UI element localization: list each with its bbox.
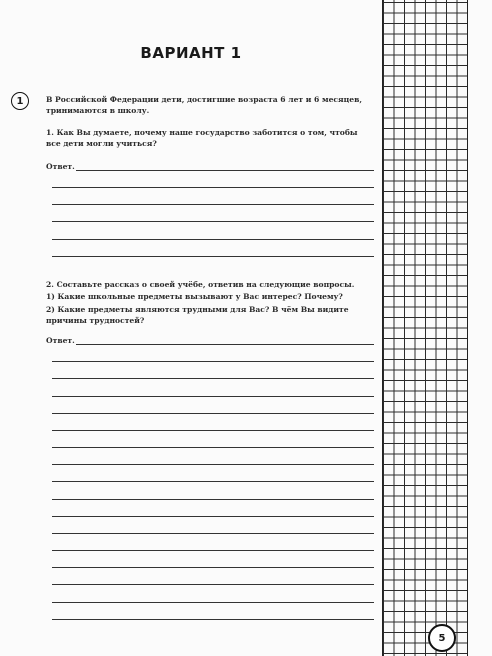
answer-line[interactable] [52,447,374,448]
question-2-item-2: 2) Какие предметы являются трудными для Вас? В чём Вы видите причины трудностей? [46,305,349,325]
answer-line[interactable] [52,204,374,205]
question-2-item-1: 1) Какие школьные предметы вызывают у Вас интерес? Почему? [46,292,343,301]
question-2: 2. Составьте рассказ о своей учёбе, ответив на следующие вопросы. [46,280,355,289]
answer-line[interactable] [52,619,374,620]
answer-line[interactable] [52,187,374,188]
answer-line[interactable] [52,464,374,465]
answer-line[interactable] [52,396,374,397]
answer-line[interactable] [52,481,374,482]
answer-line[interactable] [52,499,374,500]
task-number-badge: 1 [11,92,29,110]
question-1: 1. Как Вы думаете, почему наше государство заботится о том, чтобы все дети могли учиться? [46,128,358,148]
answer-line[interactable] [52,602,374,603]
answer-line[interactable] [52,361,374,362]
task-intro: В Российской Федерации дети, достигшие возраста 6 лет и 6 месяцев, тринимаются в школу. [46,95,363,115]
answer-line[interactable] [52,378,374,379]
answer-label-1: Ответ. [46,162,75,171]
answer-line[interactable] [52,584,374,585]
answer-line[interactable] [52,533,374,534]
answer-line[interactable] [52,550,374,551]
answer-label-2: Ответ. [46,336,75,345]
answer-line[interactable] [76,170,374,171]
answer-line[interactable] [52,567,374,568]
answer-line[interactable] [52,516,374,517]
answer-line[interactable] [52,239,374,240]
page-number-badge: 5 [428,624,456,652]
answer-line[interactable] [52,413,374,414]
answer-line[interactable] [52,221,374,222]
grid-paper-margin [382,0,468,656]
answer-line[interactable] [52,256,374,257]
answer-line[interactable] [76,344,374,345]
answer-line[interactable] [52,430,374,431]
page-title: ВАРИАНТ 1 [140,44,242,62]
